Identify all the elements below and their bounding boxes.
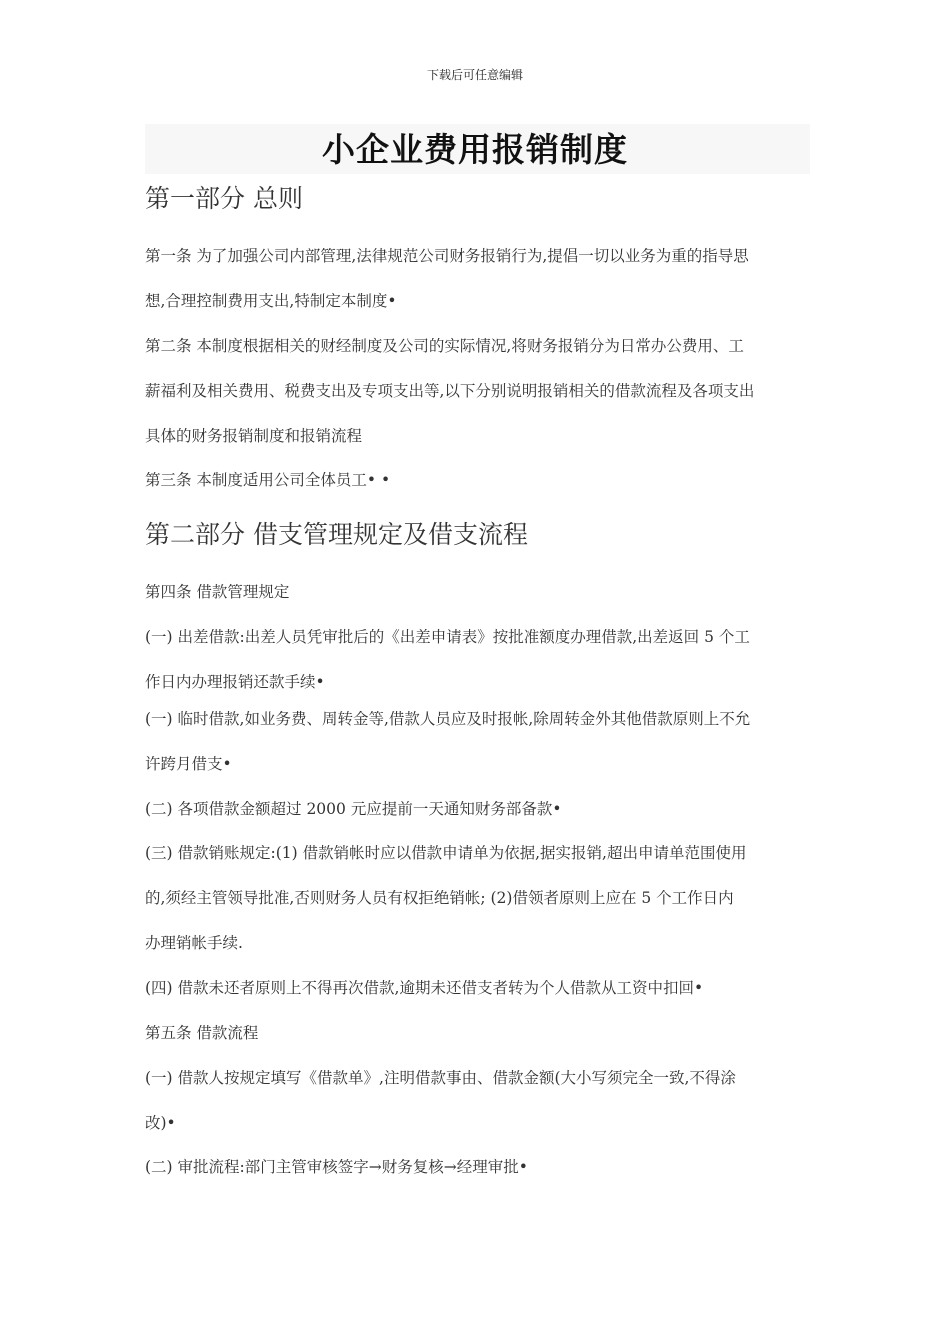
clause-line: 作日内办理报销还款手续• [145, 673, 325, 691]
clause-temporary-loan [145, 697, 810, 787]
clause-line: (一) 借款人按规定填写《借款单》,注明借款事由、借款金额(大小写须完全一致,不得涂 [145, 1069, 736, 1087]
clause-loan-writeoff [145, 831, 810, 966]
clause-line: (二) 审批流程:部门主管审核签字→财务复核→经理审批• [145, 1158, 528, 1176]
clause-loan-form [145, 1056, 810, 1146]
article-2-line: 第二条 本制度根据相关的财经制度及公司的实际情况,将财务报销分为日常办公费用、工 [145, 337, 744, 355]
article-4 [145, 570, 810, 615]
article-1-line: 想,合理控制费用支出,特制定本制度• [145, 292, 397, 310]
clause-unpaid-loan [145, 966, 810, 1011]
clause-line: (一) 出差借款:出差人员凭审批后的《出差申请表》按批准额度办理借款,出差返回 5 个工 [145, 628, 750, 646]
header-note: 下载后可任意编辑 [426, 68, 523, 82]
clause-line: (三) 借款销账规定:(1) 借款销帐时应以借款申请单为依据,据实报销,超出申请单范围使用 [145, 844, 747, 862]
article-5 [145, 1011, 810, 1056]
article-2 [145, 324, 810, 459]
section-heading-borrowing: 第二部分 借支管理规定及借支流程 [145, 520, 528, 549]
article-4-line: 第四条 借款管理规定 [145, 583, 290, 601]
article-3-line: 第三条 本制度适用公司全体员工• • [145, 471, 391, 489]
clause-line: (一) 临时借款,如业务费、周转金等,借款人员应及时报帐,除周转金外其他借款原则上不允 [145, 710, 751, 728]
section-heading-general: 第一部分 总则 [145, 184, 303, 213]
clause-line: (二) 各项借款金额超过 2000 元应提前一天通知财务部备款• [145, 800, 562, 818]
article-1-line: 第一条 为了加强公司内部管理,法律规范公司财务报销行为,提倡一切以业务为重的指导思 [145, 247, 749, 265]
clause-line: 的,须经主管领导批准,否则财务人员有权拒绝销帐; (2)借领者原则上应在 5 个工作日内 [145, 889, 734, 907]
article-3 [145, 458, 810, 503]
clause-loan-amount [145, 787, 810, 832]
clause-line: 办理销帐手续. [145, 934, 243, 952]
article-2-line: 具体的财务报销制度和报销流程 [145, 427, 363, 445]
article-5-line: 第五条 借款流程 [145, 1024, 259, 1042]
clause-line: 改)• [145, 1114, 176, 1132]
clause-line: 许跨月借支• [145, 755, 232, 773]
document-title: 小企业费用报销制度 [322, 130, 628, 169]
clause-line: (四) 借款未还者原则上不得再次借款,逾期未还借支者转为个人借款从工资中扣回• [145, 979, 704, 997]
article-1 [145, 234, 810, 324]
clause-travel-loan [145, 615, 810, 705]
clause-approval-flow [145, 1145, 810, 1190]
article-2-line: 薪福利及相关费用、税费支出及专项支出等,以下分别说明报销相关的借款流程及各项支出 [145, 382, 755, 400]
